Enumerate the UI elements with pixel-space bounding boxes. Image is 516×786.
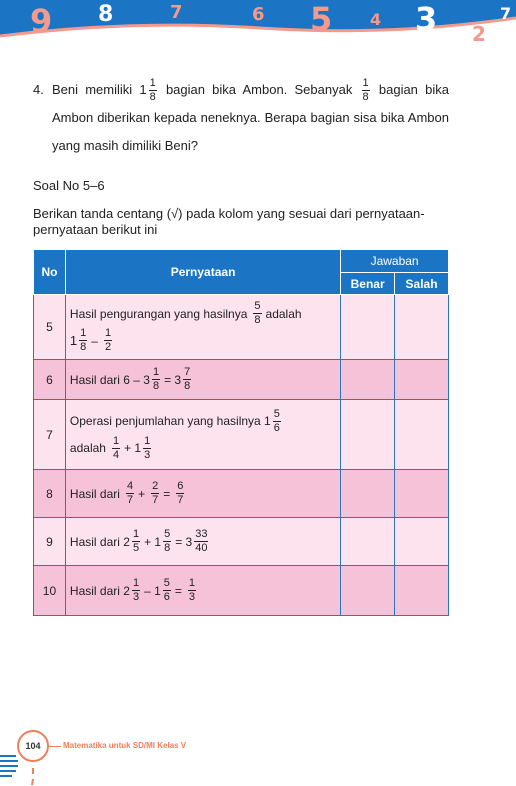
col-header-no: No — [34, 250, 66, 295]
header-digit: 4 — [370, 10, 382, 29]
row-number: 9 — [34, 518, 66, 566]
answer-cell-salah[interactable] — [395, 470, 449, 518]
instruction-text: Berikan tanda centang (√) pada kolom yang sesuai dari pernyataan-pernyataan berikut ini — [33, 206, 425, 237]
fraction: $\frac{6}{7}$ — [177, 480, 184, 506]
statement-cell: Operasi penjumlahan yang hasilnya 1 $\frac{5}{6}$ adalah $\frac{1}{4}$ + 1 $\frac{1}{3}$ — [65, 400, 340, 470]
question-4 — [33, 76, 449, 160]
header-digit: 3 — [415, 0, 438, 38]
header-digit: 9 — [30, 2, 53, 40]
fraction: $\frac{1}{8}$ — [149, 77, 156, 104]
fraction: $\frac{1}{3}$ — [188, 577, 196, 603]
row-number: 7 — [34, 400, 66, 470]
header-digit: 2 — [472, 22, 486, 46]
fraction: $\frac{1}{2}$ — [104, 327, 112, 353]
table-row — [34, 400, 449, 470]
row-number: 6 — [34, 360, 66, 400]
fraction: $\frac{1}{5}$ — [132, 528, 140, 554]
table-row — [34, 295, 449, 360]
page-number-badge — [17, 730, 49, 762]
header-digit: 7 — [170, 2, 183, 23]
fraction: $\frac{1}{8}$ — [152, 366, 160, 392]
footer-divider — [49, 746, 61, 747]
fraction: $\frac{5}{8}$ — [164, 528, 171, 554]
fraction: $\frac{4}{7}$ — [126, 480, 134, 506]
statement-cell: Hasil dari 6 – 3 $\frac{1}{8}$ = 3 $\frac{7}{8}$ — [65, 360, 340, 400]
fraction: $\frac{7}{8}$ — [184, 366, 191, 392]
fraction: $\frac{1}{8}$ — [362, 77, 369, 104]
answer-cell-salah[interactable] — [395, 566, 449, 616]
page-number: 104 — [25, 741, 41, 751]
page-header-band — [0, 0, 516, 58]
fraction: $\frac{2}{7}$ — [152, 480, 159, 506]
col-header-jawaban: Jawaban — [341, 250, 449, 273]
fraction: $\frac{5}{6}$ — [163, 577, 170, 603]
fraction: $\frac{5}{8}$ — [254, 300, 261, 326]
header-digit: 5 — [310, 0, 333, 38]
row-number: 8 — [34, 470, 66, 518]
question-number: 4. — [33, 82, 44, 97]
section-title: Soal No 5–6 — [33, 178, 105, 193]
answer-cell-salah[interactable] — [395, 295, 449, 360]
row-number: 10 — [34, 566, 66, 616]
fraction: $\frac{1}{3}$ — [132, 577, 140, 603]
fraction: $\frac{1}{8}$ — [80, 327, 87, 353]
answer-cell-benar[interactable] — [341, 400, 395, 470]
table-row — [34, 360, 449, 400]
answer-cell-benar[interactable] — [341, 566, 395, 616]
statement-cell: Hasil dari $\frac{4}{7}$ + $\frac{2}{7}$ = $\frac{6}{7}$ — [65, 470, 340, 518]
col-header-benar: Benar — [341, 273, 395, 295]
answer-cell-benar[interactable] — [341, 295, 395, 360]
question-4-text: Beni memiliki 1 $\frac{1}{8}$ bagian bika Ambon. Sebanyak $\frac{1}{8}$ bagian bika Ambon diberikan kepada neneknya. Berapa bagian sisa bika Ambon yang masih dimiliki Beni? — [52, 77, 449, 154]
answer-cell-benar[interactable] — [341, 518, 395, 566]
row-number: 5 — [34, 295, 66, 360]
col-header-salah: Salah — [395, 273, 449, 295]
answer-cell-salah[interactable] — [395, 360, 449, 400]
col-header-pernyataan: Pernyataan — [65, 250, 340, 295]
answer-table — [33, 249, 449, 616]
fraction: $\frac{33}{40}$ — [195, 528, 208, 554]
table-row — [34, 470, 449, 518]
answer-cell-salah[interactable] — [395, 400, 449, 470]
fraction: $\frac{1}{3}$ — [144, 434, 151, 461]
fraction: $\frac{5}{6}$ — [273, 407, 280, 434]
table-row — [34, 566, 449, 616]
statement-cell: Hasil pengurangan yang hasilnya $\frac{5}{8}$ adalah 1 $\frac{1}{8}$ – $\frac{1}{2}$ — [65, 295, 340, 360]
book-title: Matematika untuk SD/MI Kelas V — [63, 741, 187, 750]
header-digit: 7 — [500, 4, 512, 23]
answer-cell-salah[interactable] — [395, 518, 449, 566]
statement-cell: Hasil dari 2 $\frac{1}{5}$ + 1 $\frac{5}{8}$ = 3 $\frac{33}{40}$ — [65, 518, 340, 566]
header-digit: 6 — [252, 4, 265, 25]
answer-cell-benar[interactable] — [341, 360, 395, 400]
table-row — [34, 518, 449, 566]
fraction: $\frac{1}{4}$ — [112, 434, 120, 461]
statement-cell: Hasil dari 2 $\frac{1}{3}$ – 1 $\frac{5}{6}$ = $\frac{1}{3}$ — [65, 566, 340, 616]
header-digit: 8 — [98, 2, 114, 27]
answer-cell-benar[interactable] — [341, 470, 395, 518]
